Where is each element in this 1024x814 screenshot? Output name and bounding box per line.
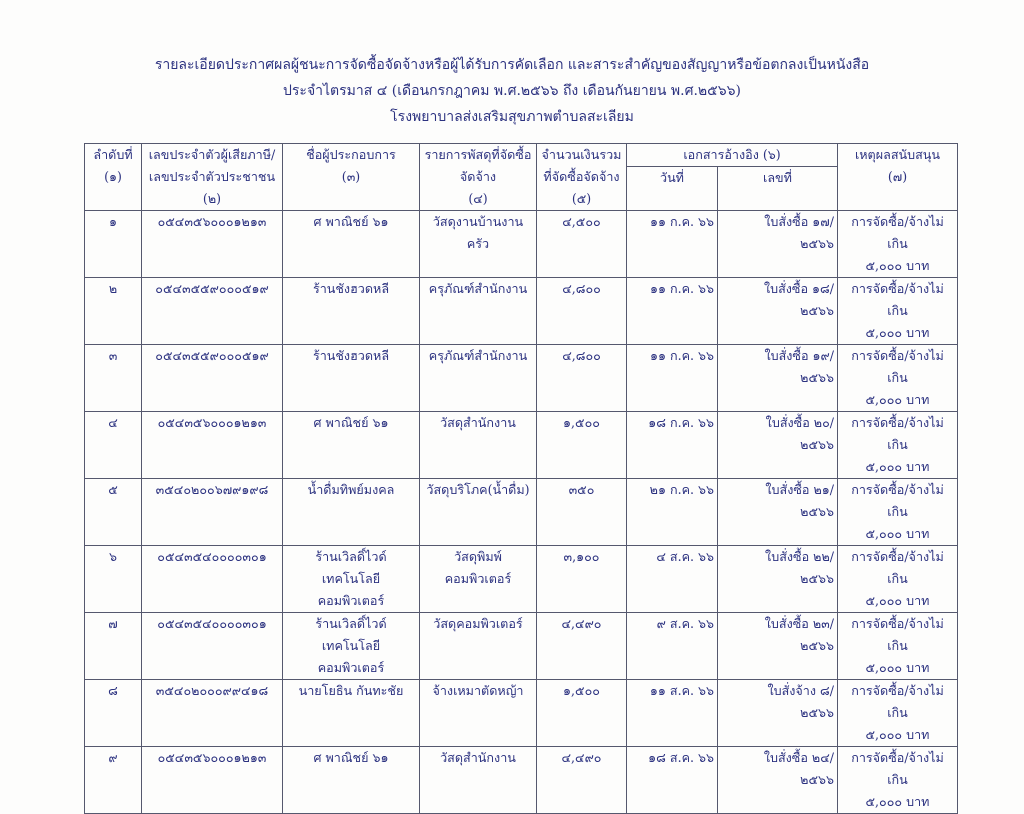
header-date: วันที่ — [627, 167, 718, 211]
cell-number: ใบสั่งซื้อ ๑๘/ ๒๕๖๖ — [718, 278, 838, 345]
cell-amount: ๑,๕๐๐ — [537, 680, 627, 747]
cell-number: ใบสั่งซื้อ ๒๑/ ๒๕๖๖ — [718, 479, 838, 546]
cell-seq: ๗ — [85, 613, 142, 680]
cell-date: ๒๑ ก.ค. ๖๖ — [627, 479, 718, 546]
procurement-table — [84, 143, 958, 814]
cell-seq: ๒ — [85, 278, 142, 345]
cell-amount: ๑,๕๐๐ — [537, 412, 627, 479]
cell-taxid: ๐๕๔๓๕๔๐๐๐๐๓๐๑ — [142, 546, 283, 613]
header-vendor: ชื่อผู้ประกอบการ (๓) — [283, 144, 420, 211]
table-row — [85, 278, 958, 345]
cell-reason: การจัดซื้อ/จ้างไม่เกิน ๕,๐๐๐ บาท — [838, 747, 958, 814]
cell-reason: การจัดซื้อ/จ้างไม่เกิน ๕,๐๐๐ บาท — [838, 546, 958, 613]
cell-amount: ๓๕๐ — [537, 479, 627, 546]
header-taxid: เลขประจำตัวผู้เสียภาษี/ เลขประจำตัวประชาชน (๒) — [142, 144, 283, 211]
cell-vendor: ศ พาณิชย์ ๖๑ — [283, 747, 420, 814]
cell-date: ๔ ส.ค. ๖๖ — [627, 546, 718, 613]
cell-date: ๑๘ ก.ค. ๖๖ — [627, 412, 718, 479]
document-header — [0, 52, 1024, 130]
document-organization: โรงพยาบาลส่งเสริมสุขภาพตำบลสะเลียม — [390, 109, 634, 125]
cell-date: ๑๑ ก.ค. ๖๖ — [627, 278, 718, 345]
cell-item: จ้างเหมาตัดหญ้า — [420, 680, 537, 747]
table-row — [85, 613, 958, 680]
cell-reason: การจัดซื้อ/จ้างไม่เกิน ๕,๐๐๐ บาท — [838, 211, 958, 278]
cell-reason: การจัดซื้อ/จ้างไม่เกิน ๕,๐๐๐ บาท — [838, 479, 958, 546]
cell-vendor: น้ำดื่มทิพย์มงคล — [283, 479, 420, 546]
table-row — [85, 747, 958, 814]
cell-vendor: ศ พาณิชย์ ๖๑ — [283, 211, 420, 278]
table-row — [85, 412, 958, 479]
cell-taxid: ๓๕๔๐๒๐๐๖๗๙๑๙๘ — [142, 479, 283, 546]
cell-amount: ๔,๔๙๐ — [537, 747, 627, 814]
table-row — [85, 546, 958, 613]
cell-seq: ๙ — [85, 747, 142, 814]
cell-vendor: ศ พาณิชย์ ๖๑ — [283, 412, 420, 479]
cell-taxid: ๐๕๔๓๕๖๐๐๐๑๒๑๓ — [142, 747, 283, 814]
cell-date: ๑๘ ส.ค. ๖๖ — [627, 747, 718, 814]
table-row — [85, 479, 958, 546]
cell-number: ใบสั่งจ้าง ๘/ ๒๕๖๖ — [718, 680, 838, 747]
cell-number: ใบสั่งซื้อ ๑๗/ ๒๕๖๖ — [718, 211, 838, 278]
cell-seq: ๖ — [85, 546, 142, 613]
cell-amount: ๔,๘๐๐ — [537, 345, 627, 412]
cell-number: ใบสั่งซื้อ ๒๓/ ๒๕๖๖ — [718, 613, 838, 680]
cell-taxid: ๓๕๔๐๒๐๐๐๙๙๔๑๘ — [142, 680, 283, 747]
header-amount: จำนวนเงินรวม ที่จัดซื้อจัดจ้าง (๕) — [537, 144, 627, 211]
cell-reason: การจัดซื้อ/จ้างไม่เกิน ๕,๐๐๐ บาท — [838, 680, 958, 747]
cell-seq: ๘ — [85, 680, 142, 747]
cell-reason: การจัดซื้อ/จ้างไม่เกิน ๕,๐๐๐ บาท — [838, 613, 958, 680]
cell-item: วัสดุงานบ้านงาน ครัว — [420, 211, 537, 278]
cell-amount: ๔,๔๙๐ — [537, 613, 627, 680]
cell-item: ครุภัณฑ์สำนักงาน — [420, 278, 537, 345]
cell-vendor: ร้านเวิลดิ์ไวด์ เทคโนโลยี คอมพิวเตอร์ — [283, 546, 420, 613]
header-item: รายการพัสดุที่จัดซื้อ จัดจ้าง (๔) — [420, 144, 537, 211]
cell-taxid: ๐๕๔๓๕๔๐๐๐๐๓๐๑ — [142, 613, 283, 680]
cell-date: ๑๑ ก.ค. ๖๖ — [627, 345, 718, 412]
cell-vendor: ร้านชังฮวดหลี — [283, 278, 420, 345]
table-row — [85, 211, 958, 278]
cell-item: วัสดุพิมพ์ คอมพิวเตอร์ — [420, 546, 537, 613]
cell-item: วัสดุคอมพิวเตอร์ — [420, 613, 537, 680]
cell-item: วัสดุสำนักงาน — [420, 747, 537, 814]
cell-amount: ๔,๘๐๐ — [537, 278, 627, 345]
cell-seq: ๔ — [85, 412, 142, 479]
cell-reason: การจัดซื้อ/จ้างไม่เกิน ๕,๐๐๐ บาท — [838, 412, 958, 479]
cell-date: ๑๑ ก.ค. ๖๖ — [627, 211, 718, 278]
cell-date: ๙ ส.ค. ๖๖ — [627, 613, 718, 680]
cell-amount: ๔,๕๐๐ — [537, 211, 627, 278]
cell-vendor: นายโยธิน กันทะชัย — [283, 680, 420, 747]
cell-item: วัสดุบริโภค(น้ำดื่ม) — [420, 479, 537, 546]
cell-taxid: ๐๕๔๓๕๕๙๐๐๐๕๑๙ — [142, 278, 283, 345]
header-refdoc: เอกสารอ้างอิง (๖) — [627, 144, 838, 167]
cell-number: ใบสั่งซื้อ ๒๐/ ๒๕๖๖ — [718, 412, 838, 479]
cell-number: ใบสั่งซื้อ ๒๔/ ๒๕๖๖ — [718, 747, 838, 814]
cell-seq: ๑ — [85, 211, 142, 278]
cell-item: ครุภัณฑ์สำนักงาน — [420, 345, 537, 412]
cell-taxid: ๐๕๔๓๕๖๐๐๐๑๒๑๓ — [142, 412, 283, 479]
cell-seq: ๓ — [85, 345, 142, 412]
document-title: รายละเอียดประกาศผลผู้ชนะการจัดซื้อจัดจ้างหรือผู้ได้รับการคัดเลือก และสาระสำคัญของสัญญาหรือข้อตกลงเป็นหนังสือ — [154, 57, 870, 73]
cell-taxid: ๐๕๔๓๕๕๙๐๐๐๕๑๙ — [142, 345, 283, 412]
cell-number: ใบสั่งซื้อ ๒๒/ ๒๕๖๖ — [718, 546, 838, 613]
header-seq: ลำดับที่ (๑) — [85, 144, 142, 211]
header-number: เลขที่ — [718, 167, 838, 211]
cell-vendor: ร้านเวิลดิ์ไวด์ เทคโนโลยี คอมพิวเตอร์ — [283, 613, 420, 680]
header-reason: เหตุผลสนับสนุน (๗) — [838, 144, 958, 211]
table-row — [85, 680, 958, 747]
cell-number: ใบสั่งซื้อ ๑๙/ ๒๕๖๖ — [718, 345, 838, 412]
cell-reason: การจัดซื้อ/จ้างไม่เกิน ๕,๐๐๐ บาท — [838, 345, 958, 412]
cell-amount: ๓,๑๐๐ — [537, 546, 627, 613]
cell-item: วัสดุสำนักงาน — [420, 412, 537, 479]
document-period: ประจำไตรมาส ๔ (เดือนกรกฎาคม พ.ศ.๒๕๖๖ ถึง เดือนกันยายน พ.ศ.๒๕๖๖) — [283, 83, 741, 99]
cell-reason: การจัดซื้อ/จ้างไม่เกิน ๕,๐๐๐ บาท — [838, 278, 958, 345]
table-row — [85, 345, 958, 412]
cell-date: ๑๑ ส.ค. ๖๖ — [627, 680, 718, 747]
cell-seq: ๕ — [85, 479, 142, 546]
cell-taxid: ๐๕๔๓๕๖๐๐๐๑๒๑๓ — [142, 211, 283, 278]
cell-vendor: ร้านชังฮวดหลี — [283, 345, 420, 412]
